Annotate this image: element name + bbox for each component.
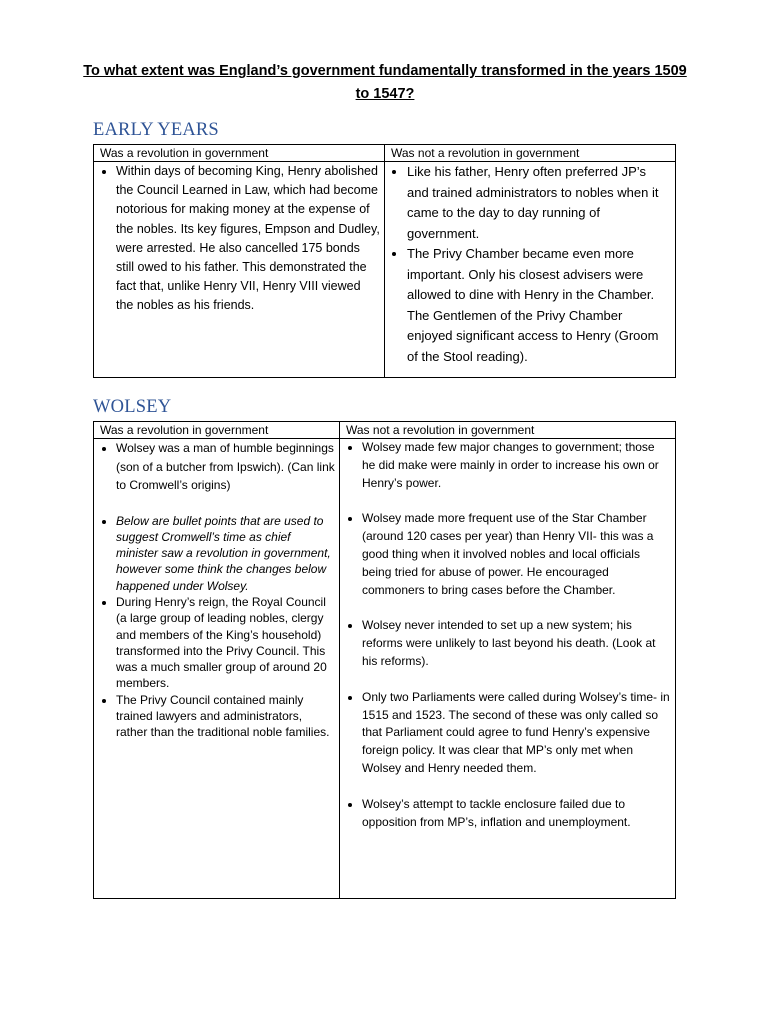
table-cell	[94, 439, 340, 899]
column-header-revolution: Was a revolution in government	[94, 145, 385, 162]
list-item: • The Privy Council contained mainly trained lawyers and administrators, rather than the traditional noble families.	[116, 692, 335, 741]
page-title: To what extent was England’s government fundamentally transformed in the years 1509 to 1547?	[83, 63, 687, 102]
list-item: • Like his father, Henry often preferred JP’s and trained administrators to nobles when it came to the day to day running of government.	[407, 162, 671, 244]
list-item: • Wolsey’s attempt to tackle enclosure failed due to opposition from MP’s, inflation and unemployment.	[362, 796, 671, 832]
list-item: • Within days of becoming King, Henry abolished the Council Learned in Law, which had become notorious for making money at the expense of the nobles. Its key figures, Empson and Dudley, were arrested. He also cancelled 175 bonds still owed to his father. This demonstrated the fact that, unlike Henry VII, Henry VIII viewed the nobles as his friends.	[116, 162, 380, 316]
bullet-list	[98, 162, 380, 316]
list-item: • Below are bullet points that are used to suggest Cromwell’s time as chief minister saw a revolution in government, however some think the changes below happened under Wolsey.	[116, 513, 335, 594]
early-years-table	[93, 144, 676, 378]
list-item: • Wolsey never intended to set up a new system; his reforms were unlikely to last beyond his death. (Look at his reforms).	[362, 617, 671, 670]
column-header-not-revolution: Was not a revolution in government	[385, 145, 676, 162]
table-cell	[340, 439, 676, 899]
wolsey-table	[93, 421, 676, 899]
list-item: • Wolsey was a man of humble beginnings (son of a butcher from Ipswich). (Can link to Cromwell’s origins)	[116, 439, 335, 495]
column-header-revolution: Was a revolution in government	[94, 422, 340, 439]
list-item: • Only two Parliaments were called during Wolsey’s time- in 1515 and 1523. The second of these was only called so that Parliament could agree to fund Henry’s expensive foreign policy. It was clear that MP’s only met when Wolsey and Henry needed them.	[362, 689, 671, 778]
list-item: • Wolsey made few major changes to government; those he did make were mainly in order to increase his own or Henry’s power.	[362, 439, 671, 492]
section-heading-wolsey: WOLSEY	[93, 397, 172, 417]
column-header-not-revolution: Was not a revolution in government	[340, 422, 676, 439]
bullet-list	[389, 162, 671, 367]
list-item: • Wolsey made more frequent use of the Star Chamber (around 120 cases per year) than Henry VII- this was a good thing when it involved nobles and local officials being tried for abuse of power. He encouraged commoners to bring cases before the Chamber.	[362, 510, 671, 599]
list-item: • During Henry’s reign, the Royal Council (a large group of leading nobles, clergy and members of the King’s household) transformed into the Privy Council. This was a much smaller group of around 20 members.	[116, 594, 335, 692]
table-cell	[94, 162, 385, 378]
table-cell	[385, 162, 676, 378]
bullet-list	[344, 439, 671, 831]
list-item: • The Privy Chamber became even more important. Only his closest advisers were allowed to dine with Henry in the Chamber. The Gentlemen of the Privy Chamber enjoyed significant access to Henry (Groom of the Stool reading).	[407, 244, 671, 367]
bullet-list	[98, 439, 335, 741]
section-heading-early-years: EARLY YEARS	[93, 120, 219, 140]
